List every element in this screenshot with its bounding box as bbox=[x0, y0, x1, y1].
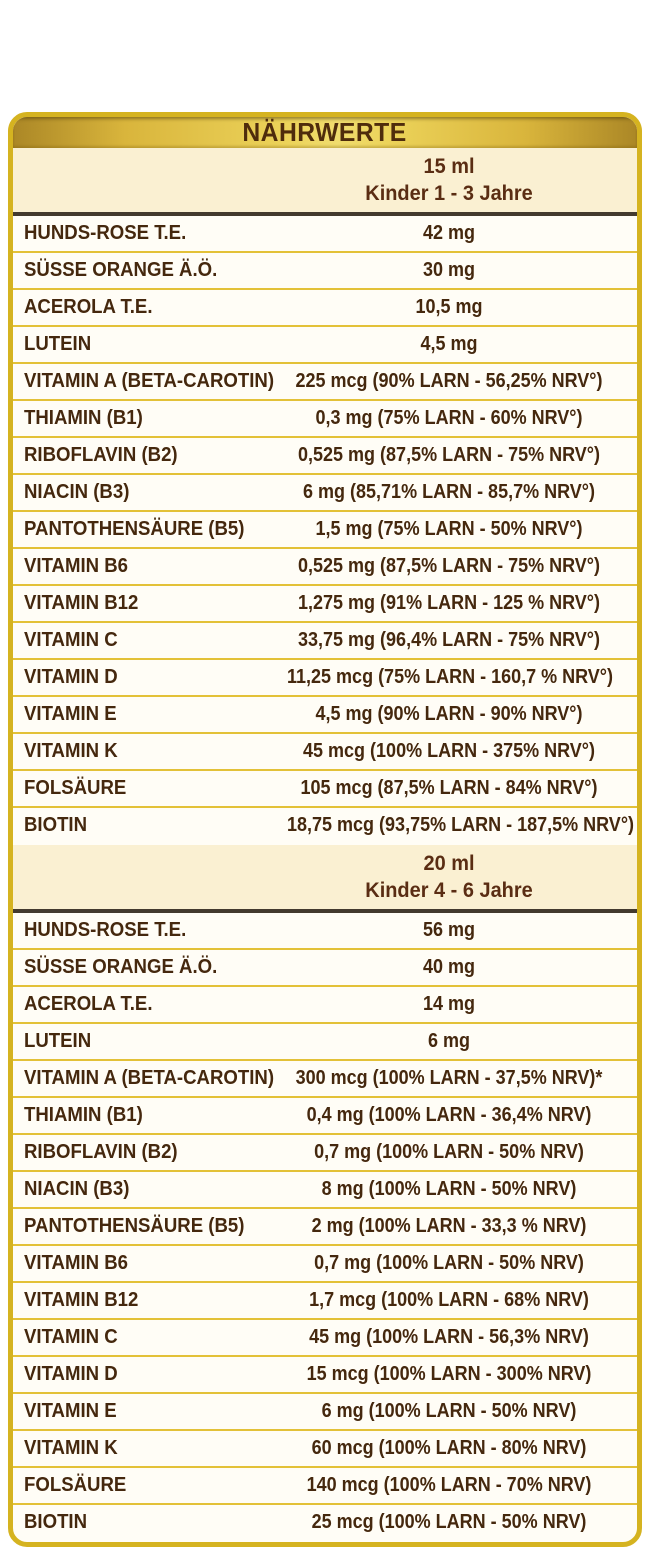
nutrient-name: VITAMIN B12 bbox=[24, 1289, 139, 1311]
nutrient-row bbox=[13, 586, 637, 623]
nutrient-name: VITAMIN B6 bbox=[24, 555, 129, 577]
nutrient-name: ACEROLA T.E. bbox=[24, 296, 153, 318]
nutrient-name: HUNDS-ROSE T.E. bbox=[24, 919, 187, 941]
nutrient-value: 18,75 mcg (93,75% LARN - 187,5% NRV°) bbox=[287, 814, 635, 836]
nutrient-row bbox=[13, 1505, 637, 1542]
nutrient-name: VITAMIN D bbox=[24, 1363, 118, 1385]
nutrient-value: 10,5 mg bbox=[415, 296, 483, 318]
nutrient-value: 0,3 mg (75% LARN - 60% NRV°) bbox=[315, 407, 583, 429]
nutrient-name: LUTEIN bbox=[24, 1030, 92, 1052]
nutrition-facts-card bbox=[8, 112, 642, 1547]
nutrient-name: FOLSÄURE bbox=[24, 777, 127, 799]
serving-size: 15 ml bbox=[423, 155, 475, 178]
nutrient-value: 45 mcg (100% LARN - 375% NRV°) bbox=[303, 740, 595, 762]
nutrient-value: 15 mcg (100% LARN - 300% NRV) bbox=[306, 1363, 592, 1385]
nutrient-name: VITAMIN C bbox=[24, 1326, 118, 1348]
nutrient-name: VITAMIN E bbox=[24, 1400, 117, 1422]
section-header-text bbox=[269, 153, 629, 207]
nutrient-row bbox=[13, 290, 637, 327]
nutrient-name: BIOTIN bbox=[24, 814, 88, 836]
nutrient-row bbox=[13, 660, 637, 697]
nutrient-value: 140 mcg (100% LARN - 70% NRV) bbox=[306, 1474, 592, 1496]
nutrient-value: 33,75 mg (96,4% LARN - 75% NRV°) bbox=[298, 629, 600, 651]
nutrient-name: VITAMIN A (BETA-CAROTIN) bbox=[24, 370, 275, 392]
nutrient-value: 0,525 mg (87,5% LARN - 75% NRV°) bbox=[298, 444, 600, 466]
nutrient-row bbox=[13, 512, 637, 549]
nutrient-row bbox=[13, 1209, 637, 1246]
nutrient-name: NIACIN (B3) bbox=[24, 1178, 130, 1200]
nutrient-value: 25 mcg (100% LARN - 50% NRV) bbox=[311, 1511, 587, 1533]
nutrient-value: 11,25 mcg (75% LARN - 160,7 % NRV°) bbox=[287, 666, 613, 688]
nutrient-row bbox=[13, 1024, 637, 1061]
nutrient-value: 4,5 mg bbox=[420, 333, 478, 355]
nutrient-name: LUTEIN bbox=[24, 333, 92, 355]
nutrient-value: 30 mg bbox=[422, 259, 476, 281]
nutrient-row bbox=[13, 216, 637, 253]
nutrient-row bbox=[13, 913, 637, 950]
nutrient-name: SÜSSE ORANGE Ä.Ö. bbox=[24, 259, 218, 281]
nutrient-value: 2 mg (100% LARN - 33,3 % NRV) bbox=[311, 1215, 587, 1237]
nutrient-row bbox=[13, 1431, 637, 1468]
nutrient-row bbox=[13, 1468, 637, 1505]
nutrient-value: 6 mg (85,71% LARN - 85,7% NRV°) bbox=[303, 481, 595, 503]
nutrient-value: 225 mcg (90% LARN - 56,25% NRV°) bbox=[295, 370, 603, 392]
nutrient-row bbox=[13, 950, 637, 987]
nutrient-name: SÜSSE ORANGE Ä.Ö. bbox=[24, 956, 218, 978]
nutrient-row bbox=[13, 987, 637, 1024]
section-header-text bbox=[269, 850, 629, 904]
nutrient-value: 0,7 mg (100% LARN - 50% NRV) bbox=[314, 1252, 584, 1274]
age-group: Kinder 1 - 3 Jahre bbox=[365, 182, 533, 205]
nutrient-row bbox=[13, 771, 637, 808]
nutrient-name: VITAMIN K bbox=[24, 1437, 118, 1459]
nutrient-value: 6 mg bbox=[427, 1030, 471, 1052]
table-title-band bbox=[13, 117, 637, 148]
nutrient-row bbox=[13, 364, 637, 401]
nutrient-name: THIAMIN (B1) bbox=[24, 407, 143, 429]
nutrient-name: RIBOFLAVIN (B2) bbox=[24, 1141, 178, 1163]
nutrient-value: 8 mg (100% LARN - 50% NRV) bbox=[321, 1178, 577, 1200]
nutrient-name: BIOTIN bbox=[24, 1511, 88, 1533]
nutrient-row bbox=[13, 253, 637, 290]
nutrient-row bbox=[13, 475, 637, 512]
nutrient-name: FOLSÄURE bbox=[24, 1474, 127, 1496]
table-title: NÄHRWERTE bbox=[242, 117, 408, 147]
serving-section bbox=[13, 148, 637, 845]
nutrient-name: VITAMIN E bbox=[24, 703, 117, 725]
nutrient-value: 0,7 mg (100% LARN - 50% NRV) bbox=[314, 1141, 584, 1163]
nutrient-row bbox=[13, 327, 637, 364]
nutrient-name: THIAMIN (B1) bbox=[24, 1104, 143, 1126]
nutrient-row bbox=[13, 549, 637, 586]
nutrient-value: 1,7 mcg (100% LARN - 68% NRV) bbox=[309, 1289, 589, 1311]
nutrient-name: VITAMIN D bbox=[24, 666, 118, 688]
section-header bbox=[13, 845, 637, 913]
nutrient-value: 56 mg bbox=[422, 919, 476, 941]
nutrient-name: VITAMIN B6 bbox=[24, 1252, 129, 1274]
nutrient-row bbox=[13, 697, 637, 734]
nutrient-row bbox=[13, 1135, 637, 1172]
section-header bbox=[13, 148, 637, 216]
nutrient-row bbox=[13, 623, 637, 660]
nutrient-row bbox=[13, 1061, 637, 1098]
nutrient-row bbox=[13, 1283, 637, 1320]
nutrient-name: VITAMIN B12 bbox=[24, 592, 139, 614]
nutrient-row bbox=[13, 1098, 637, 1135]
nutrient-name: ACEROLA T.E. bbox=[24, 993, 153, 1015]
nutrient-name: VITAMIN C bbox=[24, 629, 118, 651]
nutrient-row bbox=[13, 808, 637, 845]
nutrient-value: 40 mg bbox=[422, 956, 476, 978]
nutrient-value: 42 mg bbox=[422, 222, 476, 244]
nutrient-value: 4,5 mg (90% LARN - 90% NRV°) bbox=[315, 703, 583, 725]
nutrient-value: 1,5 mg (75% LARN - 50% NRV°) bbox=[315, 518, 583, 540]
nutrient-row bbox=[13, 1357, 637, 1394]
nutrient-value: 45 mg (100% LARN - 56,3% NRV) bbox=[309, 1326, 589, 1348]
nutrient-value: 60 mcg (100% LARN - 80% NRV) bbox=[311, 1437, 587, 1459]
nutrient-name: RIBOFLAVIN (B2) bbox=[24, 444, 178, 466]
nutrient-name: VITAMIN K bbox=[24, 740, 118, 762]
nutrient-value: 0,525 mg (87,5% LARN - 75% NRV°) bbox=[298, 555, 600, 577]
nutrient-value: 6 mg (100% LARN - 50% NRV) bbox=[321, 1400, 577, 1422]
nutrient-value: 300 mcg (100% LARN - 37,5% NRV)* bbox=[295, 1067, 603, 1089]
nutrient-name: PANTOTHENSÄURE (B5) bbox=[24, 518, 245, 540]
nutrient-name: HUNDS-ROSE T.E. bbox=[24, 222, 187, 244]
serving-section bbox=[13, 845, 637, 1542]
age-group: Kinder 4 - 6 Jahre bbox=[365, 879, 533, 902]
nutrient-rows bbox=[13, 216, 637, 845]
nutrient-row bbox=[13, 1394, 637, 1431]
nutrient-row bbox=[13, 734, 637, 771]
nutrient-row bbox=[13, 1172, 637, 1209]
nutrient-row bbox=[13, 401, 637, 438]
serving-size: 20 ml bbox=[423, 852, 475, 875]
nutrient-rows bbox=[13, 913, 637, 1542]
nutrient-name: NIACIN (B3) bbox=[24, 481, 130, 503]
nutrient-row bbox=[13, 438, 637, 475]
nutrient-value: 14 mg bbox=[422, 993, 476, 1015]
nutrient-name: VITAMIN A (BETA-CAROTIN) bbox=[24, 1067, 275, 1089]
nutrient-row bbox=[13, 1246, 637, 1283]
nutrient-value: 1,275 mg (91% LARN - 125 % NRV°) bbox=[298, 592, 600, 614]
nutrient-value: 105 mcg (87,5% LARN - 84% NRV°) bbox=[300, 777, 598, 799]
nutrient-name: PANTOTHENSÄURE (B5) bbox=[24, 1215, 245, 1237]
sections-host bbox=[13, 148, 637, 1542]
nutrient-row bbox=[13, 1320, 637, 1357]
nutrient-value: 0,4 mg (100% LARN - 36,4% NRV) bbox=[306, 1104, 592, 1126]
